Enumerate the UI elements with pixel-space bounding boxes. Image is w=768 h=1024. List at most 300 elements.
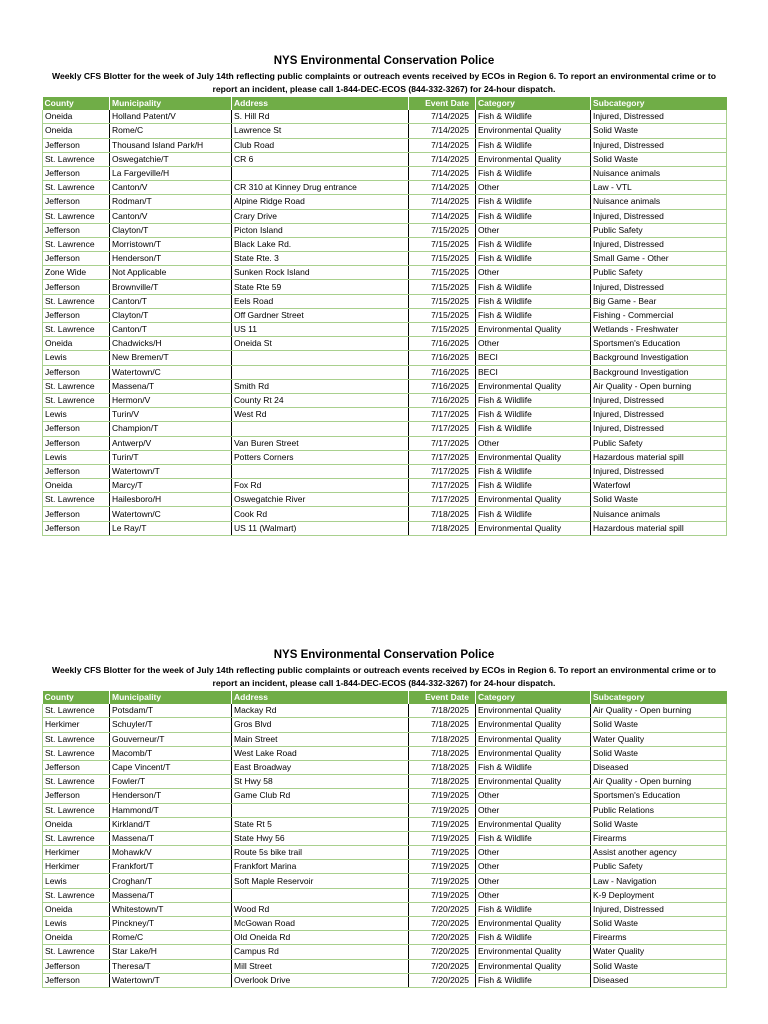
cell-event-date: 7/15/2025 [409, 294, 476, 308]
cell-category: Fish & Wildlife [476, 408, 591, 422]
cell-county: Jefferson [43, 308, 110, 322]
cell-category: Environmental Quality [476, 152, 591, 166]
cell-address: Oneida St [232, 337, 409, 351]
cell-category: Fish & Wildlife [476, 294, 591, 308]
cell-address: Main Street [232, 732, 409, 746]
cell-category: Fish & Wildlife [476, 902, 591, 916]
column-header-municipality: Municipality [110, 691, 232, 704]
column-header-county: County [43, 691, 110, 704]
cell-event-date: 7/17/2025 [409, 422, 476, 436]
cell-municipality: Watertown/T [110, 464, 232, 478]
cell-address [232, 351, 409, 365]
table-row [43, 718, 727, 732]
cell-address: St Hwy 58 [232, 775, 409, 789]
cell-category: Environmental Quality [476, 775, 591, 789]
cell-subcategory: Law - VTL [591, 181, 727, 195]
cell-category: Environmental Quality [476, 732, 591, 746]
cell-category: Other [476, 789, 591, 803]
cell-subcategory: Injured, Distressed [591, 422, 727, 436]
page-subtitle: Weekly CFS Blotter for the week of July 14th reflecting public complaints or outreach events received by ECOs in Region 6. To report an environmental crime or to report an incident, please call 1-844-DEC-ECOS (844-332-3267) for 24-hour dispatch. [52, 71, 716, 94]
cell-address: County Rt 24 [232, 393, 409, 407]
cell-municipality: Massena/T [110, 831, 232, 845]
cell-address: Crary Drive [232, 209, 409, 223]
table-row [43, 831, 727, 845]
column-header-category: Category [476, 97, 591, 110]
cell-county: Jefferson [43, 166, 110, 180]
cell-subcategory: Assist another agency [591, 846, 727, 860]
cell-municipality: Theresa/T [110, 959, 232, 973]
table-row [43, 746, 727, 760]
cell-address: Smith Rd [232, 379, 409, 393]
cell-municipality: Hermon/V [110, 393, 232, 407]
cell-category: Fish & Wildlife [476, 237, 591, 251]
cell-address: McGowan Road [232, 917, 409, 931]
column-header-municipality: Municipality [110, 97, 232, 110]
cell-event-date: 7/18/2025 [409, 746, 476, 760]
blotter-section-1 [42, 52, 726, 536]
cell-address: Club Road [232, 138, 409, 152]
table-row [43, 803, 727, 817]
cell-event-date: 7/19/2025 [409, 789, 476, 803]
cell-address [232, 365, 409, 379]
cell-category: Fish & Wildlife [476, 195, 591, 209]
cell-event-date: 7/17/2025 [409, 450, 476, 464]
cell-county: Jefferson [43, 959, 110, 973]
cell-address [232, 888, 409, 902]
table-row [43, 393, 727, 407]
cell-municipality: Hammond/T [110, 803, 232, 817]
cell-county: St. Lawrence [43, 888, 110, 902]
cell-event-date: 7/17/2025 [409, 408, 476, 422]
cell-address: Black Lake Rd. [232, 237, 409, 251]
cell-category: Other [476, 874, 591, 888]
cell-subcategory: Injured, Distressed [591, 408, 727, 422]
cell-event-date: 7/19/2025 [409, 846, 476, 860]
cell-category: Other [476, 337, 591, 351]
cell-municipality: Canton/T [110, 323, 232, 337]
cell-municipality: New Bremen/T [110, 351, 232, 365]
cell-subcategory: Water Quality [591, 732, 727, 746]
column-header-county: County [43, 97, 110, 110]
cell-address: Route 5s bike trail [232, 846, 409, 860]
cell-county: Oneida [43, 110, 110, 124]
cell-subcategory: Injured, Distressed [591, 902, 727, 916]
cell-municipality: Turin/V [110, 408, 232, 422]
table-row [43, 308, 727, 322]
table-row [43, 323, 727, 337]
cell-subcategory: Injured, Distressed [591, 110, 727, 124]
cell-address: US 11 (Walmart) [232, 521, 409, 535]
table-row [43, 917, 727, 931]
cell-county: Jefferson [43, 760, 110, 774]
cell-subcategory: Injured, Distressed [591, 138, 727, 152]
cell-county: Jefferson [43, 464, 110, 478]
cell-subcategory: Public Safety [591, 266, 727, 280]
cell-category: Other [476, 436, 591, 450]
cell-county: St. Lawrence [43, 152, 110, 166]
cell-address: Mill Street [232, 959, 409, 973]
cell-address [232, 166, 409, 180]
table-row [43, 846, 727, 860]
cell-event-date: 7/15/2025 [409, 308, 476, 322]
cell-subcategory: Injured, Distressed [591, 280, 727, 294]
cell-category: Fish & Wildlife [476, 931, 591, 945]
cell-subcategory: Background Investigation [591, 365, 727, 379]
column-header-subcategory: Subcategory [591, 97, 727, 110]
page-title: NYS Environmental Conservation Police [273, 55, 495, 67]
cell-category: Fish & Wildlife [476, 110, 591, 124]
cell-address: Overlook Drive [232, 973, 409, 987]
table-row [43, 408, 727, 422]
cell-event-date: 7/18/2025 [409, 775, 476, 789]
cell-subcategory: Big Game - Bear [591, 294, 727, 308]
cell-subcategory: Hazardous material spill [591, 450, 727, 464]
page-subtitle: Weekly CFS Blotter for the week of July 14th reflecting public complaints or outreach events received by ECOs in Region 6. To report an environmental crime or to report an incident, please call 1-844-DEC-ECOS (844-332-3267) for 24-hour dispatch. [52, 665, 716, 688]
cell-municipality: Brownville/T [110, 280, 232, 294]
cell-subcategory: Solid Waste [591, 959, 727, 973]
cell-category: Other [476, 860, 591, 874]
cell-subcategory: Wetlands - Freshwater [591, 323, 727, 337]
cell-address: US 11 [232, 323, 409, 337]
cell-event-date: 7/18/2025 [409, 732, 476, 746]
cell-municipality: Turin/T [110, 450, 232, 464]
cell-municipality: Marcy/T [110, 479, 232, 493]
cell-municipality: Massena/T [110, 379, 232, 393]
column-header-address: Address [232, 97, 409, 110]
table-row [43, 945, 727, 959]
cell-address: State Hwy 56 [232, 831, 409, 845]
cell-address: CR 6 [232, 152, 409, 166]
cell-county: Lewis [43, 917, 110, 931]
table-body [43, 704, 727, 987]
cell-subcategory: Nuisance animals [591, 507, 727, 521]
cell-subcategory: Small Game - Other [591, 252, 727, 266]
blotter-table [42, 691, 727, 988]
cell-category: Other [476, 803, 591, 817]
cell-municipality: Massena/T [110, 888, 232, 902]
cell-municipality: Holland Patent/V [110, 110, 232, 124]
table-row [43, 507, 727, 521]
cell-address: Wood Rd [232, 902, 409, 916]
cell-subcategory: Water Quality [591, 945, 727, 959]
cell-municipality: Schuyler/T [110, 718, 232, 732]
column-header-category: Category [476, 691, 591, 704]
table-row [43, 422, 727, 436]
cell-municipality: Clayton/T [110, 223, 232, 237]
cell-address: Campus Rd [232, 945, 409, 959]
cell-category: Fish & Wildlife [476, 831, 591, 845]
cell-municipality: Potsdam/T [110, 704, 232, 718]
cell-subcategory: Injured, Distressed [591, 464, 727, 478]
cell-county: St. Lawrence [43, 393, 110, 407]
column-header-event-date: Event Date [409, 691, 476, 704]
cell-address: Old Oneida Rd [232, 931, 409, 945]
cell-county: Jefferson [43, 789, 110, 803]
cell-category: Fish & Wildlife [476, 308, 591, 322]
cell-address: Sunken Rock Island [232, 266, 409, 280]
cell-event-date: 7/16/2025 [409, 393, 476, 407]
cell-municipality: Cape Vincent/T [110, 760, 232, 774]
cell-county: Oneida [43, 902, 110, 916]
cell-category: Fish & Wildlife [476, 760, 591, 774]
cell-category: Fish & Wildlife [476, 422, 591, 436]
cell-subcategory: Nuisance animals [591, 195, 727, 209]
cell-event-date: 7/16/2025 [409, 351, 476, 365]
cell-municipality: Morristown/T [110, 237, 232, 251]
cell-subcategory: K-9 Deployment [591, 888, 727, 902]
cell-subcategory: Sportsmen's Education [591, 789, 727, 803]
cell-address: West Lake Road [232, 746, 409, 760]
cell-subcategory: Solid Waste [591, 817, 727, 831]
cell-county: Jefferson [43, 436, 110, 450]
cell-subcategory: Public Relations [591, 803, 727, 817]
cell-municipality: Rome/C [110, 124, 232, 138]
cell-county: St. Lawrence [43, 775, 110, 789]
cell-event-date: 7/19/2025 [409, 831, 476, 845]
cell-event-date: 7/14/2025 [409, 166, 476, 180]
cell-category: Fish & Wildlife [476, 393, 591, 407]
cell-county: Herkimer [43, 860, 110, 874]
blotter-section-2 [42, 646, 726, 988]
page-title: NYS Environmental Conservation Police [273, 649, 495, 661]
cell-category: Environmental Quality [476, 379, 591, 393]
cell-municipality: Fowler/T [110, 775, 232, 789]
cell-address: Gros Blvd [232, 718, 409, 732]
cell-category: Fish & Wildlife [476, 252, 591, 266]
table-row [43, 365, 727, 379]
cell-category: Environmental Quality [476, 493, 591, 507]
cell-county: Herkimer [43, 718, 110, 732]
cell-category: Other [476, 846, 591, 860]
cell-municipality: Whitestown/T [110, 902, 232, 916]
cell-subcategory: Public Safety [591, 860, 727, 874]
cell-category: Environmental Quality [476, 704, 591, 718]
cell-address: Fox Rd [232, 479, 409, 493]
table-row [43, 775, 727, 789]
column-header-event-date: Event Date [409, 97, 476, 110]
cell-category: Fish & Wildlife [476, 973, 591, 987]
cell-municipality: Henderson/T [110, 789, 232, 803]
cell-municipality: Star Lake/H [110, 945, 232, 959]
cell-category: Environmental Quality [476, 817, 591, 831]
cell-municipality: Rodman/T [110, 195, 232, 209]
cell-event-date: 7/15/2025 [409, 266, 476, 280]
cell-address: Soft Maple Reservoir [232, 874, 409, 888]
cell-address: Cook Rd [232, 507, 409, 521]
cell-county: Zone Wide [43, 266, 110, 280]
cell-address: Potters Corners [232, 450, 409, 464]
cell-event-date: 7/15/2025 [409, 252, 476, 266]
cell-municipality: Thousand Island Park/H [110, 138, 232, 152]
cell-event-date: 7/14/2025 [409, 138, 476, 152]
cell-county: Jefferson [43, 280, 110, 294]
cell-address: Oswegatchie River [232, 493, 409, 507]
cell-subcategory: Diseased [591, 973, 727, 987]
cell-category: Environmental Quality [476, 959, 591, 973]
cell-subcategory: Waterfowl [591, 479, 727, 493]
cell-subcategory: Fishing - Commercial [591, 308, 727, 322]
table-row [43, 138, 727, 152]
cell-event-date: 7/17/2025 [409, 436, 476, 450]
cell-event-date: 7/20/2025 [409, 902, 476, 916]
cell-county: St. Lawrence [43, 803, 110, 817]
cell-category: Other [476, 181, 591, 195]
table-row [43, 280, 727, 294]
cell-county: Jefferson [43, 507, 110, 521]
cell-event-date: 7/18/2025 [409, 704, 476, 718]
cell-event-date: 7/20/2025 [409, 959, 476, 973]
cell-county: Lewis [43, 874, 110, 888]
cell-subcategory: Firearms [591, 831, 727, 845]
cell-county: St. Lawrence [43, 209, 110, 223]
cell-municipality: Antwerp/V [110, 436, 232, 450]
cell-municipality: Gouverneur/T [110, 732, 232, 746]
cell-address: Picton Island [232, 223, 409, 237]
cell-subcategory: Air Quality - Open burning [591, 704, 727, 718]
table-row [43, 181, 727, 195]
cell-category: Fish & Wildlife [476, 166, 591, 180]
cell-address: Game Club Rd [232, 789, 409, 803]
cell-event-date: 7/17/2025 [409, 479, 476, 493]
cell-event-date: 7/18/2025 [409, 718, 476, 732]
cell-category: Other [476, 266, 591, 280]
cell-county: St. Lawrence [43, 181, 110, 195]
cell-county: Jefferson [43, 521, 110, 535]
cell-category: Environmental Quality [476, 945, 591, 959]
cell-county: Lewis [43, 450, 110, 464]
cell-event-date: 7/16/2025 [409, 337, 476, 351]
cell-subcategory: Solid Waste [591, 124, 727, 138]
cell-county: Oneida [43, 124, 110, 138]
cell-event-date: 7/17/2025 [409, 464, 476, 478]
table-row [43, 732, 727, 746]
cell-county: Lewis [43, 408, 110, 422]
cell-municipality: Canton/T [110, 294, 232, 308]
cell-category: Fish & Wildlife [476, 138, 591, 152]
cell-municipality: Rome/C [110, 931, 232, 945]
cell-event-date: 7/15/2025 [409, 323, 476, 337]
cell-county: St. Lawrence [43, 831, 110, 845]
blotter-table [42, 97, 727, 536]
cell-event-date: 7/14/2025 [409, 110, 476, 124]
cell-category: Environmental Quality [476, 124, 591, 138]
table-row [43, 237, 727, 251]
cell-event-date: 7/14/2025 [409, 181, 476, 195]
cell-county: Jefferson [43, 138, 110, 152]
table-row [43, 493, 727, 507]
cell-address: Van Buren Street [232, 436, 409, 450]
cell-county: Jefferson [43, 422, 110, 436]
cell-event-date: 7/16/2025 [409, 379, 476, 393]
cell-county: Oneida [43, 931, 110, 945]
cell-municipality: Henderson/T [110, 252, 232, 266]
cell-municipality: Clayton/T [110, 308, 232, 322]
cell-event-date: 7/14/2025 [409, 152, 476, 166]
cell-event-date: 7/14/2025 [409, 209, 476, 223]
table-header-row [43, 691, 727, 704]
cell-subcategory: Solid Waste [591, 718, 727, 732]
cell-address: State Rt 5 [232, 817, 409, 831]
cell-category: Environmental Quality [476, 746, 591, 760]
cell-municipality: Chadwicks/H [110, 337, 232, 351]
table-row [43, 973, 727, 987]
cell-municipality: Mohawk/V [110, 846, 232, 860]
cell-address: Frankfort Marina [232, 860, 409, 874]
cell-event-date: 7/19/2025 [409, 803, 476, 817]
table-row [43, 294, 727, 308]
cell-event-date: 7/20/2025 [409, 945, 476, 959]
cell-address: Eels Road [232, 294, 409, 308]
cell-address: Off Gardner Street [232, 308, 409, 322]
cell-category: Fish & Wildlife [476, 479, 591, 493]
cell-municipality: Pinckney/T [110, 917, 232, 931]
cell-county: Oneida [43, 479, 110, 493]
cell-subcategory: Hazardous material spill [591, 521, 727, 535]
table-row [43, 337, 727, 351]
cell-county: Oneida [43, 337, 110, 351]
cell-event-date: 7/15/2025 [409, 223, 476, 237]
cell-county: Jefferson [43, 973, 110, 987]
cell-county: St. Lawrence [43, 237, 110, 251]
cell-municipality: Canton/V [110, 181, 232, 195]
table-row [43, 166, 727, 180]
table-row [43, 874, 727, 888]
cell-address: CR 310 at Kinney Drug entrance [232, 181, 409, 195]
cell-municipality: Hailesboro/H [110, 493, 232, 507]
cell-municipality: Croghan/T [110, 874, 232, 888]
cell-address: Alpine Ridge Road [232, 195, 409, 209]
table-row [43, 902, 727, 916]
column-header-subcategory: Subcategory [591, 691, 727, 704]
cell-municipality: Canton/V [110, 209, 232, 223]
cell-address: Mackay Rd [232, 704, 409, 718]
cell-subcategory: Injured, Distressed [591, 209, 727, 223]
cell-address [232, 464, 409, 478]
table-row [43, 931, 727, 945]
cell-event-date: 7/19/2025 [409, 888, 476, 902]
cell-county: Herkimer [43, 846, 110, 860]
table-row [43, 223, 727, 237]
table-row [43, 464, 727, 478]
cell-municipality: Champion/T [110, 422, 232, 436]
cell-county: St. Lawrence [43, 294, 110, 308]
cell-event-date: 7/19/2025 [409, 874, 476, 888]
cell-address [232, 803, 409, 817]
cell-subcategory: Air Quality - Open burning [591, 379, 727, 393]
table-row [43, 124, 727, 138]
table-row [43, 817, 727, 831]
cell-event-date: 7/20/2025 [409, 931, 476, 945]
cell-event-date: 7/18/2025 [409, 521, 476, 535]
table-row [43, 436, 727, 450]
cell-address: State Rte 59 [232, 280, 409, 294]
table-row [43, 351, 727, 365]
cell-municipality: Le Ray/T [110, 521, 232, 535]
cell-subcategory: Injured, Distressed [591, 237, 727, 251]
table-row [43, 379, 727, 393]
cell-county: Jefferson [43, 365, 110, 379]
cell-county: Lewis [43, 351, 110, 365]
table-row [43, 450, 727, 464]
cell-event-date: 7/19/2025 [409, 817, 476, 831]
cell-municipality: Watertown/T [110, 973, 232, 987]
cell-category: Fish & Wildlife [476, 507, 591, 521]
cell-subcategory: Solid Waste [591, 746, 727, 760]
cell-event-date: 7/15/2025 [409, 280, 476, 294]
table-header-row [43, 97, 727, 110]
table-row [43, 266, 727, 280]
cell-event-date: 7/20/2025 [409, 973, 476, 987]
